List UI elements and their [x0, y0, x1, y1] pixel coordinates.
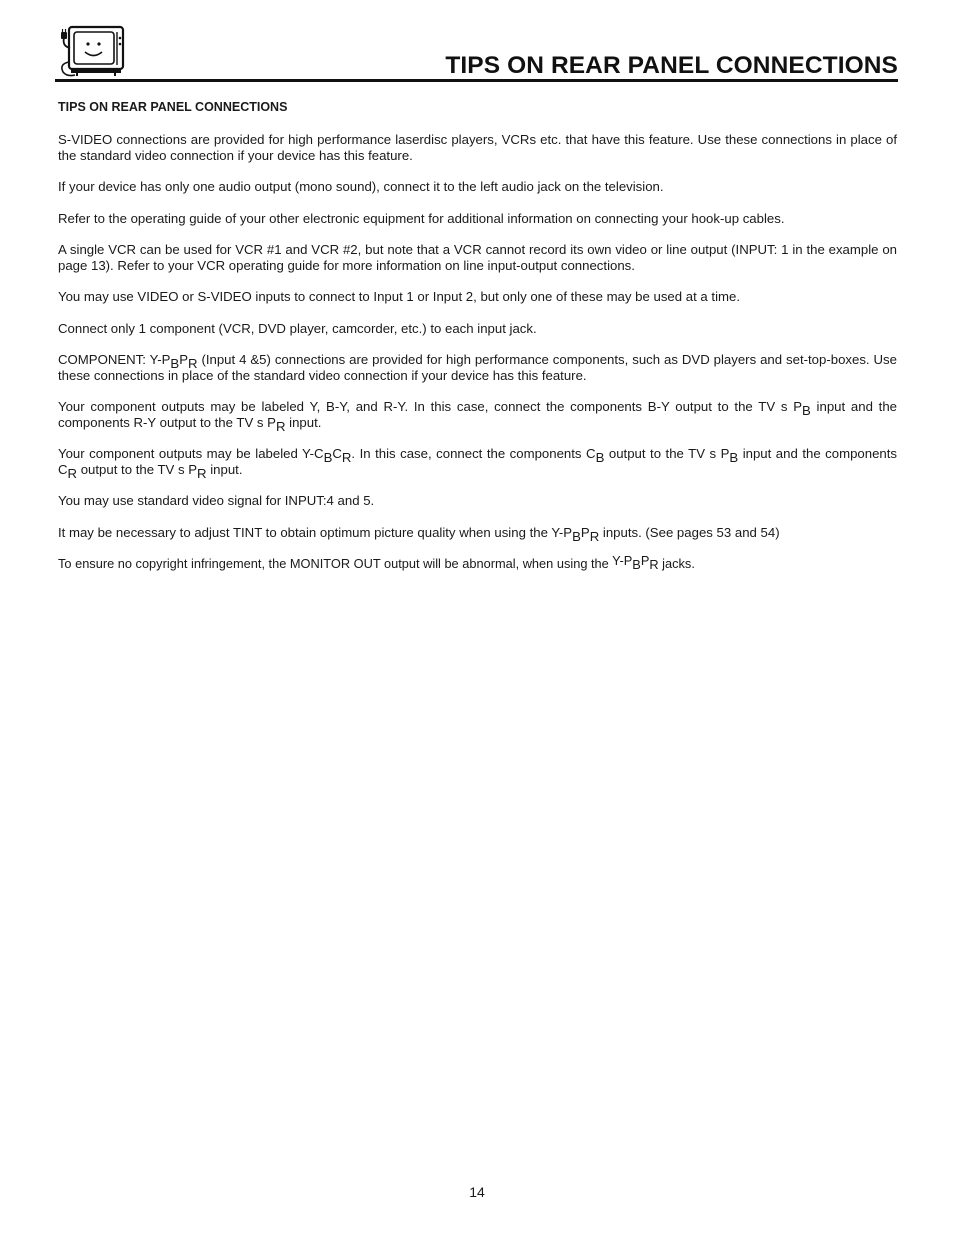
page-header: [55, 22, 898, 84]
paragraph-ycbcr-labels: Your component outputs may be labeled $Y-C_BC_R$. In this case, connect the components $C_B$ output to the TV s $P_B$ input and the components $C_R$ output to the TV s $P_R$ input.: [58, 446, 897, 481]
paragraph-video-inputs: You may use VIDEO or S-VIDEO inputs to connect to Input 1 or Input 2, but only one of these may be used at a time.: [58, 289, 740, 304]
paragraph-operating-guide: Refer to the operating guide of your other electronic equipment for additional information on connecting your hook-up cables.: [58, 210, 785, 226]
title-divider: [55, 79, 898, 82]
main-content: [58, 100, 897, 588]
paragraph-copyright-monitor-out: To ensure no copyright infringement, the MONITOR OUT output will be abnormal, when using the $Y-P_BP_R$ jacks.: [58, 553, 695, 572]
paragraph-single-vcr: A single VCR can be used for VCR #1 and VCR #2, but note that a VCR cannot record its own video or line output (INPUT: 1 in the example on page 13). Refer to your VCR operating guide for more information on line input-output connections.: [58, 242, 897, 273]
paragraph-one-component: Connect only 1 component (VCR, DVD player, camcorder, etc.) to each input jack.: [58, 320, 537, 336]
page-title: TIPS ON REAR PANEL CONNECTIONS: [445, 52, 898, 79]
paragraph-svideo: S-VIDEO connections are provided for high performance laserdisc players, VCRs etc. that have this feature. Use these connections in place of the standard video connection if your device has this feature.: [58, 132, 897, 163]
paragraph-mono-audio: If your device has only one audio output (mono sound), connect it to the left audio jack on the television.: [58, 179, 664, 194]
page-number: 14: [469, 1184, 485, 1200]
paragraph-tint-adjust: It may be necessary to adjust TINT to obtain optimum picture quality when using the $Y-P_BP_R$ inputs. (See pages 53 and 54): [58, 524, 780, 544]
section-heading: TIPS ON REAR PANEL CONNECTIONS: [58, 100, 288, 114]
paragraph-standard-video: You may use standard video signal for INPUT:4 and 5.: [58, 493, 375, 508]
tv-mascot-icon: [55, 22, 130, 77]
paragraph-component-ypbpr: COMPONENT: $Y-P_BP_R$ (Input 4 &5) connections are provided for high performance components, such as DVD players and set-top-boxes. Use these connections in place of the standard video connection if your device has this feature.: [58, 352, 897, 383]
paragraph-by-ry-labels: Your component outputs may be labeled Y, B-Y, and R-Y. In this case, connect the components B-Y output to the TV s $P_B$ input and the components R-Y output to the TV s $P_R$ input.: [58, 399, 897, 434]
